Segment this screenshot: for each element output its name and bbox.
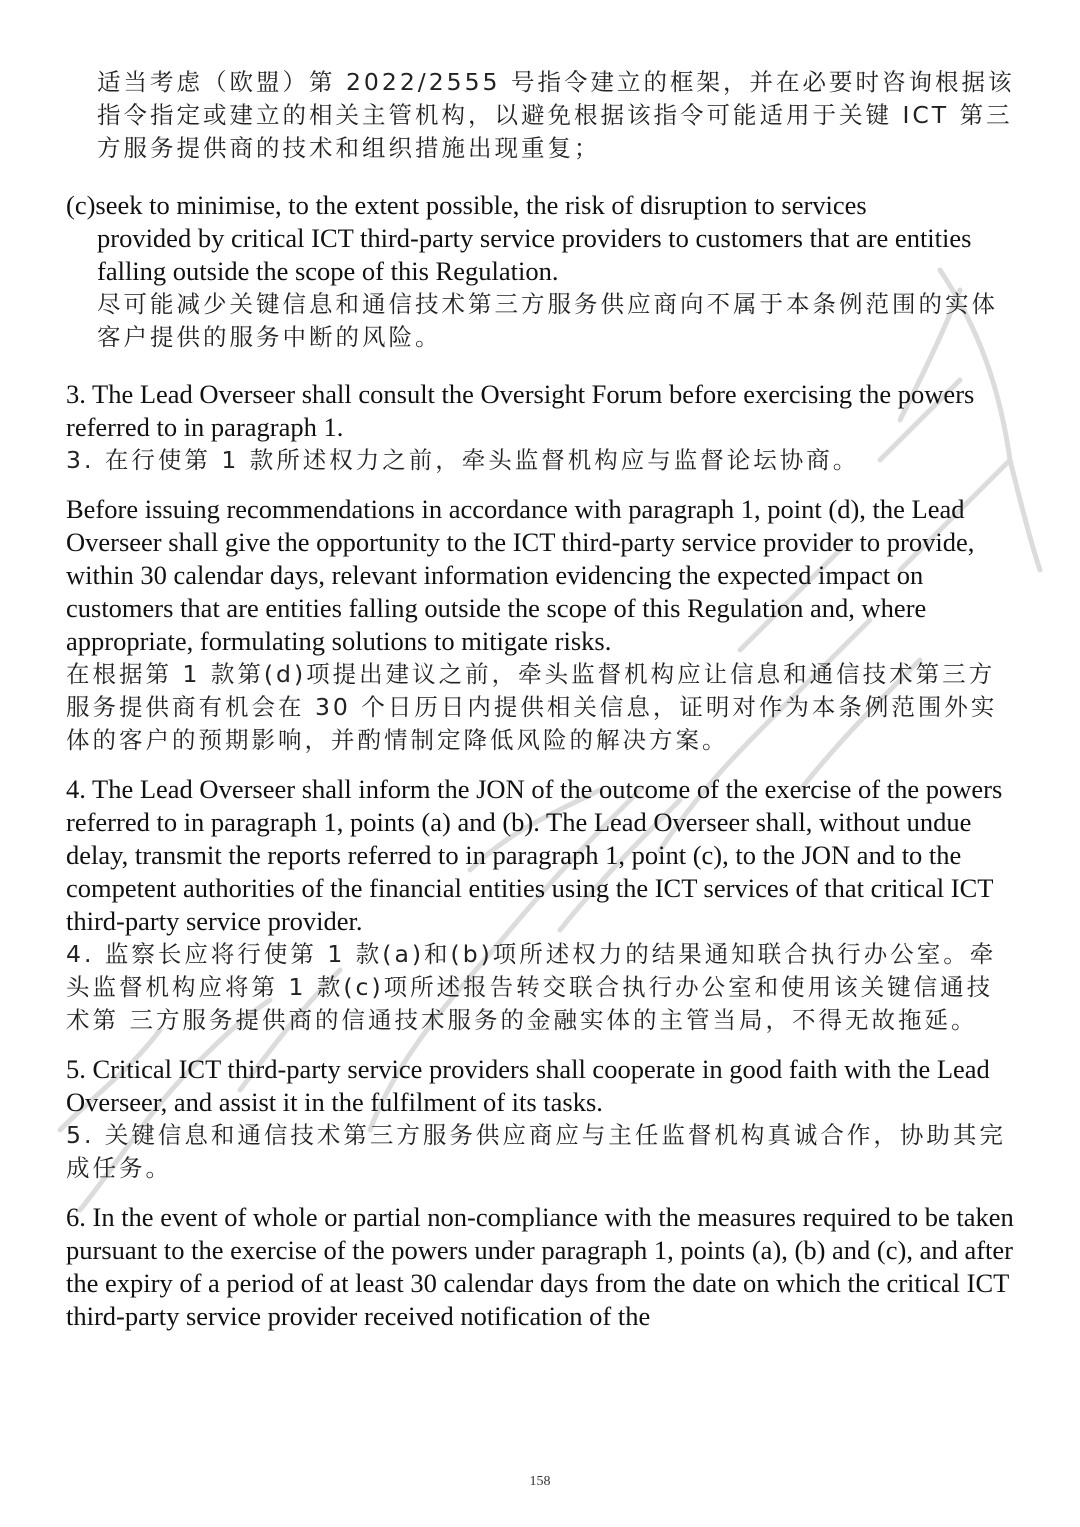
- page-number: 158: [529, 1474, 551, 1489]
- paragraph-5-block: [66, 1053, 1016, 1185]
- paragraph-3-zh: 3. 在行使第 1 款所述权力之前，牵头监督机构应与监督论坛协商。: [66, 446, 860, 474]
- paragraph-6-en: 6. In the event of whole or partial non-compliance with the measures required to be taken pursuant to the exercise of the powers under paragraph 1, points (a), (b) and (c), and after the expiry of a period of at least 30 calendar days from the date on which the critical ICT third-party service provider received notification of the: [66, 1202, 1014, 1331]
- paragraph-3b-block: [66, 493, 1016, 757]
- point-c-en-rest: provided by critical ICT third-party service providers to customers that are entities falling outside the scope of this Regulation.: [97, 223, 972, 286]
- paragraph-5-zh: 5. 关键信息和通信技术第三方服务供应商应与主任监督机构真诚合作，协助其完成任务。: [66, 1121, 1006, 1182]
- point-c-en-first-line: (c)seek to minimise, to the extent possible, the risk of disruption to services: [66, 190, 867, 220]
- paragraph-5-en: 5. Critical ICT third-party service providers shall cooperate in good faith with the Lead Overseer, and assist it in the fulfilment of its tasks.: [66, 1054, 990, 1117]
- paragraph-6-block: [66, 1201, 1016, 1333]
- paragraph-3-block: [66, 378, 1016, 477]
- paragraph-4-en: 4. The Lead Overseer shall inform the JON of the outcome of the exercise of the powers referred to in paragraph 1, points (a) and (b). The Lead Overseer shall, without undue delay, transmit the reports referred to in paragraph 1, point (c), to the JON and to the competent authorities of the financial entities using the ICT services of that critical ICT third-party service provider.: [66, 774, 1003, 936]
- paragraph-3b-en: Before issuing recommendations in accordance with paragraph 1, point (d), the Lead Overseer shall give the opportunity to the ICT third-party service provider to provide, within 30 calendar days, relevant information evidencing the expected impact on customers that are entities falling outside the scope of this Regulation and, where appropriate, formulating solutions to mitigate risks.: [66, 494, 975, 656]
- point-c-zh: 尽可能减少关键信息和通信技术第三方服务供应商向不属于本条例范围的实体客户提供的服务中断的风险。: [97, 290, 998, 351]
- intro-paragraph-zh: 适当考虑（欧盟）第 2022/2555 号指令建立的框架，并在必要时咨询根据该指令指定或建立的相关主管机构，以避免根据该指令可能适用于关键 ICT 第三方服务提供商的技术和组织措施出现重复；: [97, 68, 1015, 162]
- paragraph-3-en: 3. The Lead Overseer shall consult the Oversight Forum before exercising the powers referred to in paragraph 1.: [66, 379, 975, 442]
- paragraph-4-block: [66, 773, 1016, 1037]
- document-page: [66, 66, 1016, 1333]
- paragraph-4-zh: 4. 监察长应将行使第 1 款(a)和(b)项所述权力的结果通知联合执行办公室。牵头监督机构应将第 1 款(c)项所述报告转交联合执行办公室和使用该关键信通技术第 三方服务提供商的信通技术服务的金融实体的主管当局，不得无故拖延。: [66, 940, 997, 1034]
- paragraph-3b-zh: 在根据第 1 款第(d)项提出建议之前，牵头监督机构应让信息和通信技术第三方服务提供商有机会在 30 个日历日内提供相关信息，证明对作为本条例范围外实体的客户的预期影响，并酌情制定降低风险的解决方案。: [66, 660, 998, 754]
- point-c-block: [66, 189, 1016, 354]
